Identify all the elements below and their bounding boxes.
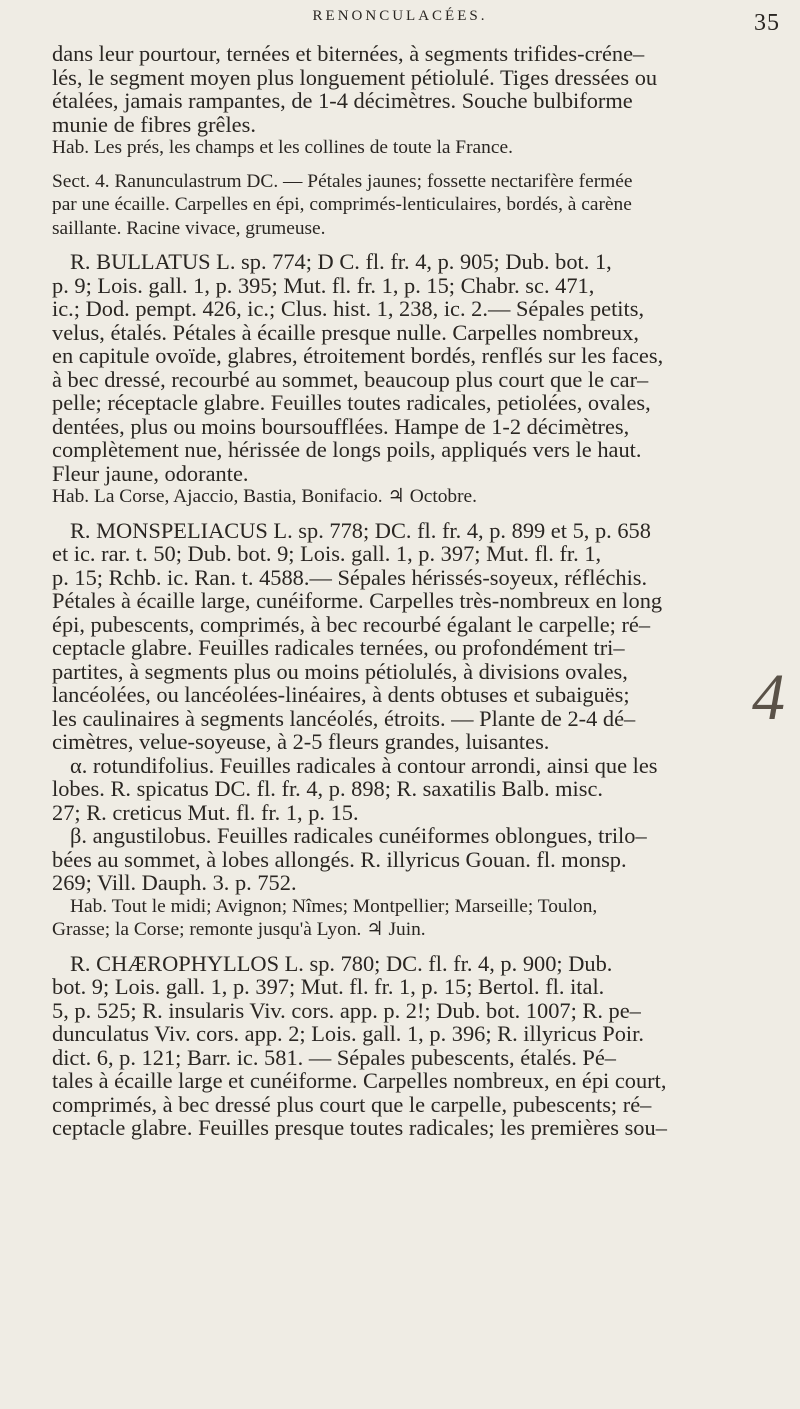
text-line: Sect. 4. Ranunculastrum DC. — Pétales jaunes; fossette nectarifère fermée xyxy=(52,170,633,192)
text-line: lancéolées, ou lancéolées-linéaires, à dents obtuses et subaiguës; xyxy=(52,682,630,707)
text-line: ceptacle glabre. Feuilles presque toutes radicales; les premières sou– xyxy=(52,1115,667,1140)
text-line: R. BULLATUS L. sp. 774; D C. fl. fr. 4, p. 905; Dub. bot. 1, xyxy=(70,249,612,274)
text-line: velus, étalés. Pétales à écaille presque nulle. Carpelles nombreux, xyxy=(52,319,639,345)
text-line: 269; Vill. Dauph. 3. p. 752. xyxy=(52,870,297,895)
page-number: 35 xyxy=(754,10,780,36)
text-line: Hab. La Corse, Ajaccio, Bastia, Bonifacio. ♃ Octobre. xyxy=(52,486,478,507)
text-line: pelle; réceptacle glabre. Feuilles toutes radicales, petiolées, ovales, xyxy=(52,390,651,415)
text-line: tales à écaille large et cunéiforme. Carpelles nombreux, en épi court, xyxy=(52,1068,667,1093)
text-line: en capitule ovoïde, glabres, étroitement bordés, renflés sur les faces, xyxy=(52,343,664,368)
text-line: α. rotundifolius. Feuilles radicales à contour arrondi, ainsi que les xyxy=(70,752,658,778)
text-line: partites, à segments plus ou moins pétiolulés, à divisions ovales, xyxy=(52,658,628,684)
text-line: dentées, plus ou moins boursoufflées. Hampe de 1-2 décimètres, xyxy=(52,413,630,439)
text-line: Pétales à écaille large, cunéiforme. Carpelles très-nombreux en long xyxy=(52,588,663,613)
margin-annotation: 4 xyxy=(752,661,785,734)
text-line: les caulinaires à segments lancéolés, étroits. — Plante de 2-4 dé– xyxy=(52,705,636,731)
text-line: Hab. Tout le midi; Avignon; Nîmes; Montpellier; Marseille; Toulon, xyxy=(70,895,598,917)
running-header: RENONCULACÉES. xyxy=(312,8,488,24)
paragraph-gap xyxy=(52,942,792,952)
text-line: β. angustilobus. Feuilles radicales cunéiformes oblongues, trilo– xyxy=(70,823,647,848)
text-line: ceptacle glabre. Feuilles radicales ternées, ou profondément tri– xyxy=(52,635,625,660)
text-line: munie de fibres grêles. xyxy=(52,111,256,137)
text-line: cimètres, velue-soyeuse, à 2-5 fleurs grandes, luisantes. xyxy=(52,729,550,754)
text-line: dans leur pourtour, ternées et biternées, à segments trifides-créne– xyxy=(52,41,645,66)
text-line: Grasse; la Corse; remonte jusqu'à Lyon. ♃ Juin. xyxy=(52,919,426,940)
paragraph-gap xyxy=(52,509,792,519)
text-line: 27; R. creticus Mut. fl. fr. 1, p. 15. xyxy=(52,799,359,825)
text-line: ic.; Dod. pempt. 426, ic.; Clus. hist. 1, 238, ic. 2.— Sépales petits, xyxy=(52,296,645,321)
text-line: bées au sommet, à lobes allongés. R. illyricus Gouan. fl. monsp. xyxy=(52,846,627,872)
text-line: bot. 9; Lois. gall. 1, p. 397; Mut. fl. fr. 1, p. 15; Bertol. fl. ital. xyxy=(52,974,605,999)
text-line: p. 9; Lois. gall. 1, p. 395; Mut. fl. fr. 1, p. 15; Chabr. sc. 471, xyxy=(52,272,595,298)
text-line: lobes. R. spicatus DC. fl. fr. 4, p. 898; R. saxatilis Balb. misc. xyxy=(52,776,604,801)
text-line: épi, pubescents, comprimés, à bec recourbé égalant le carpelle; ré– xyxy=(52,611,651,637)
text-line: dict. 6, p. 121; Barr. ic. 581. — Sépales pubescents, étalés. Pé– xyxy=(52,1044,617,1070)
text-line: et ic. rar. t. 50; Dub. bot. 9; Lois. gall. 1, p. 397; Mut. fl. fr. 1, xyxy=(52,541,602,566)
text-line: p. 15; Rchb. ic. Ran. t. 4588.— Sépales hérissés-soyeux, réfléchis. xyxy=(52,564,648,590)
text-line: complètement nue, hérissée de longs poils, appliqués vers le haut. xyxy=(52,437,642,462)
text-line: dunculatus Viv. cors. app. 2; Lois. gall. 1, p. 396; R. illyricus Poir. xyxy=(52,1021,644,1046)
text-line: comprimés, à bec dressé plus court que le carpelle, pubescents; ré– xyxy=(52,1091,652,1117)
body-text xyxy=(52,42,792,1140)
text-line: 5, p. 525; R. insularis Viv. cors. app. p. 2!; Dub. bot. 1007; R. pe– xyxy=(52,997,641,1023)
text-line: saillante. Racine vivace, grumeuse. xyxy=(52,217,326,239)
text-line: R. CHÆROPHYLLOS L. sp. 780; DC. fl. fr. 4, p. 900; Dub. xyxy=(70,950,613,976)
text-line: étalées, jamais rampantes, de 1-4 décimètres. Souche bulbiforme xyxy=(52,88,633,113)
text-line: Fleur jaune, odorante. xyxy=(52,460,249,486)
text-line: R. MONSPELIACUS L. sp. 778; DC. fl. fr. 4, p. 899 et 5, p. 658 xyxy=(70,517,651,543)
text-line: à bec dressé, recourbé au sommet, beaucoup plus court que le car– xyxy=(52,366,649,392)
text-line: Hab. Les prés, les champs et les collines de toute la France. xyxy=(52,137,513,158)
text-line: lés, le segment moyen plus longuement pétiolulé. Tiges dressées ou xyxy=(52,64,658,90)
paragraph-gap xyxy=(52,160,792,170)
text-line: par une écaille. Carpelles en épi, comprimés-lenticulaires, bordés, à carène xyxy=(52,194,632,215)
